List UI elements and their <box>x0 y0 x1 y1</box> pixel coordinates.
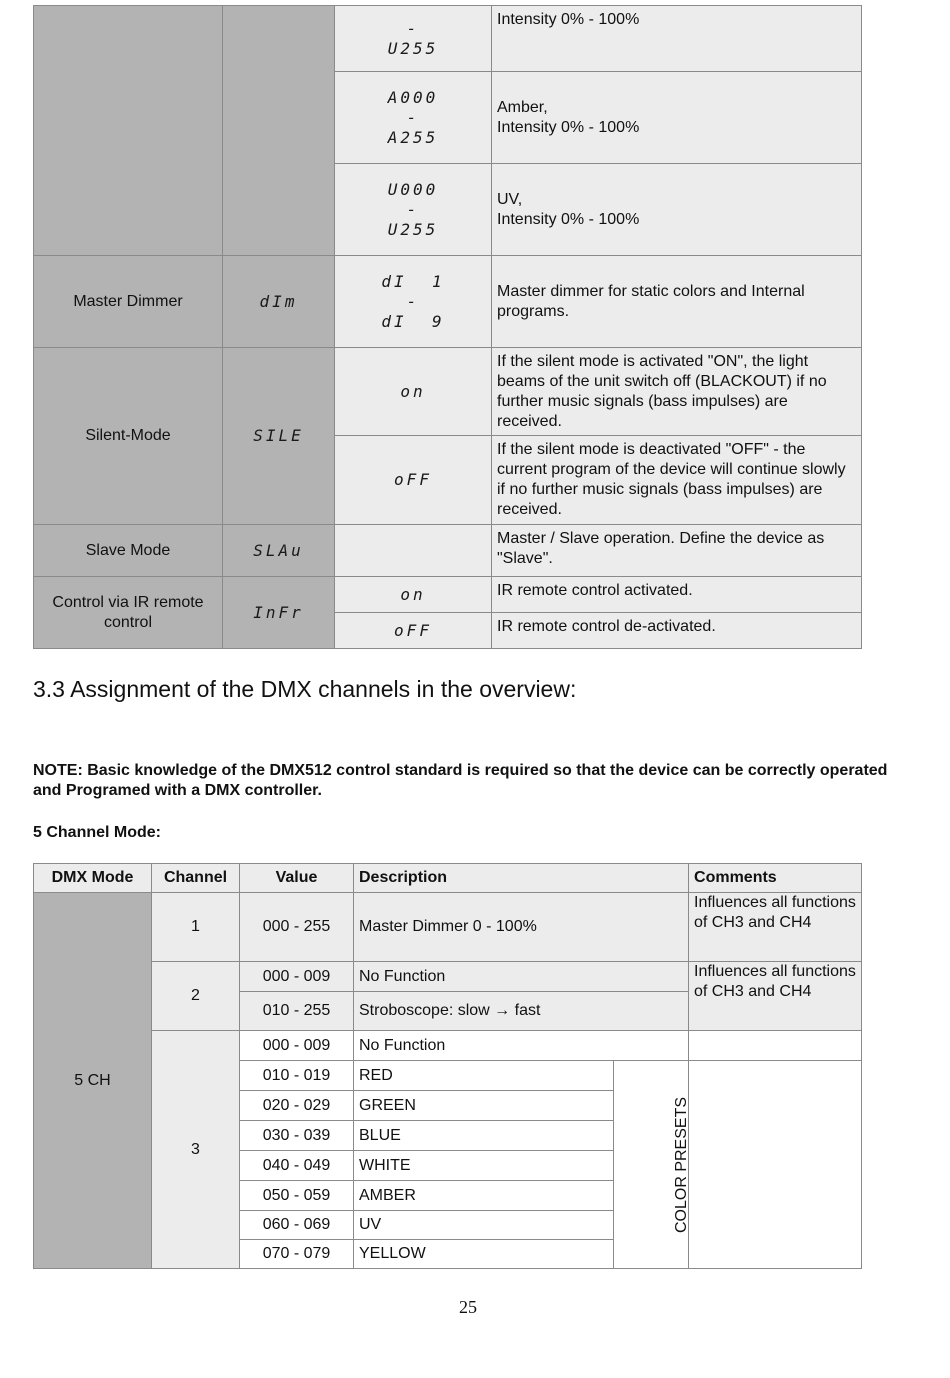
description-cell: Stroboscope: slow → fast <box>354 992 689 1031</box>
description-cell: BLUE <box>354 1121 614 1151</box>
description-cell: UV, Intensity 0% - 100% <box>492 164 862 256</box>
channel-cell: 2 <box>152 962 240 1031</box>
channel-cell: 3 <box>152 1031 240 1269</box>
value-cell: 060 - 069 <box>240 1211 354 1240</box>
value-cell: 040 - 049 <box>240 1151 354 1181</box>
display-cell-empty <box>223 6 335 256</box>
description-cell: No Function <box>354 962 689 992</box>
lcd-value: on <box>335 577 492 613</box>
value-cell: 010 - 019 <box>240 1061 354 1091</box>
value-cell: 000 - 009 <box>240 1031 354 1061</box>
description-cell: GREEN <box>354 1091 614 1121</box>
comment-cell-empty <box>689 1031 862 1061</box>
comment-cell-empty <box>689 1061 862 1269</box>
header-value: Value <box>240 864 354 893</box>
value-cell: 030 - 039 <box>240 1121 354 1151</box>
description-cell: If the silent mode is activated "ON", the light beams of the unit switch off (BLACKOUT) if no further music signals (bass impulses) are received. <box>492 348 862 436</box>
header-dmx-mode: DMX Mode <box>34 864 152 893</box>
function-cell-empty <box>34 6 223 256</box>
description-cell: UV <box>354 1211 614 1240</box>
description-cell: Amber, Intensity 0% - 100% <box>492 72 862 164</box>
dmx-channel-table <box>33 863 862 1269</box>
lcd-value: dI 1 - dI 9 <box>335 256 492 348</box>
comment-cell: Influences all functions of CH3 and CH4 <box>689 893 862 962</box>
description-cell: If the silent mode is deactivated "OFF" - the current program of the device will continue slowly if no further music signals (bass impulses) are received. <box>492 436 862 525</box>
menu-settings-table <box>33 5 862 649</box>
color-presets-group-label: COLOR PRESETS <box>614 1061 689 1269</box>
lcd-value: U000 - U255 <box>335 164 492 256</box>
value-cell: 010 - 255 <box>240 992 354 1031</box>
value-cell: 070 - 079 <box>240 1240 354 1269</box>
lcd-value: on <box>335 348 492 436</box>
lcd-value: - U255 <box>335 6 492 72</box>
lcd-display: SILE <box>223 348 335 525</box>
function-cell: Silent-Mode <box>34 348 223 525</box>
description-cell: IR remote control de-activated. <box>492 613 862 649</box>
lcd-display: SLAu <box>223 525 335 577</box>
description-cell: Master Dimmer 0 - 100% <box>354 893 689 962</box>
description-cell: Master / Slave operation. Define the device as "Slave". <box>492 525 862 577</box>
comment-cell: Influences all functions of CH3 and CH4 <box>689 962 862 1031</box>
note-text: NOTE: Basic knowledge of the DMX512 control standard is required so that the device can be correctly operated and Programed with a DMX controller. <box>33 762 888 799</box>
description-cell: AMBER <box>354 1181 614 1211</box>
description-cell: Intensity 0% - 100% <box>492 6 862 72</box>
function-cell: Slave Mode <box>34 525 223 577</box>
lcd-display: dIm <box>223 256 335 348</box>
lcd-value-empty <box>335 525 492 577</box>
header-channel: Channel <box>152 864 240 893</box>
description-cell: Master dimmer for static colors and Internal programs. <box>492 256 862 348</box>
lcd-value: A000 - A255 <box>335 72 492 164</box>
function-cell: Master Dimmer <box>34 256 223 348</box>
lcd-display: InFr <box>223 577 335 649</box>
value-cell: 000 - 255 <box>240 893 354 962</box>
section-heading: 3.3 Assignment of the DMX channels in the overview: <box>33 676 577 702</box>
value-cell: 020 - 029 <box>240 1091 354 1121</box>
dmx-mode-cell: 5 CH <box>34 893 152 1269</box>
lcd-value: oFF <box>335 613 492 649</box>
page-number: 25 <box>459 1297 477 1317</box>
description-cell: WHITE <box>354 1151 614 1181</box>
description-cell: No Function <box>354 1031 689 1061</box>
lcd-value: oFF <box>335 436 492 525</box>
description-cell: YELLOW <box>354 1240 614 1269</box>
description-cell: IR remote control activated. <box>492 577 862 613</box>
function-cell: Control via IR remote control <box>34 577 223 649</box>
mode-heading: 5 Channel Mode: <box>33 824 162 841</box>
value-cell: 000 - 009 <box>240 962 354 992</box>
header-description: Description <box>354 864 689 893</box>
description-cell: RED <box>354 1061 614 1091</box>
value-cell: 050 - 059 <box>240 1181 354 1211</box>
channel-cell: 1 <box>152 893 240 962</box>
header-comments: Comments <box>689 864 862 893</box>
